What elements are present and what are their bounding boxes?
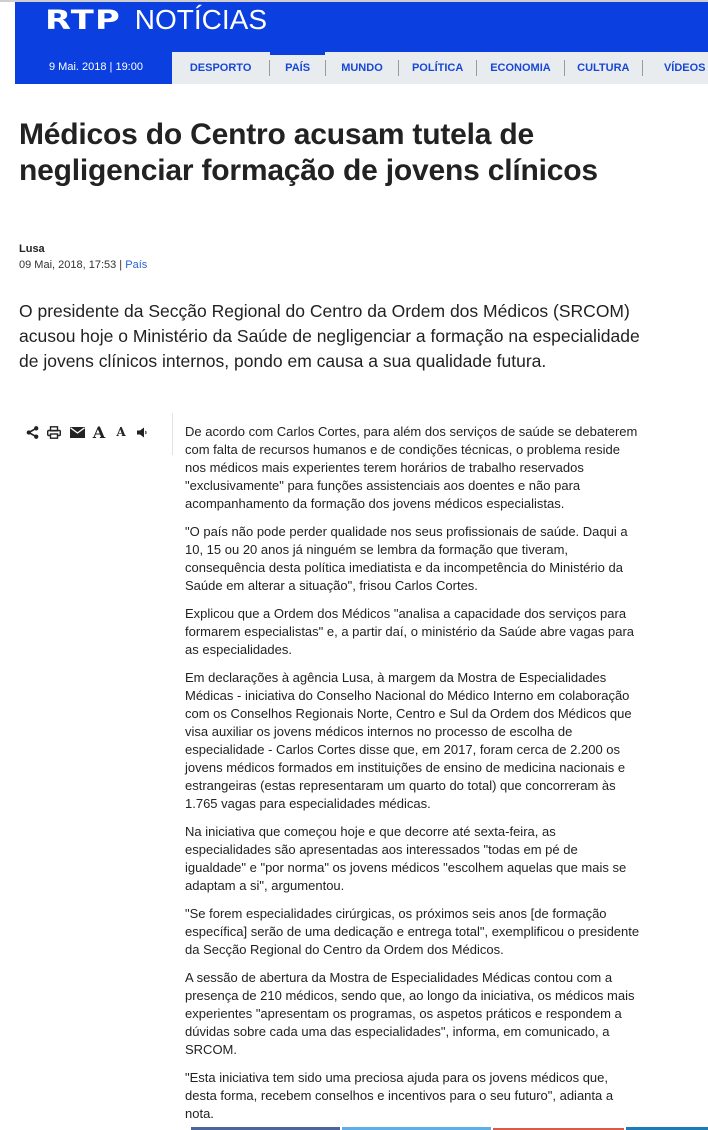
- nav-item-economia[interactable]: [477, 52, 563, 84]
- header-date: 9 Mai. 2018 | 19:00: [49, 61, 143, 73]
- article-tools: [22, 423, 152, 441]
- article-paragraph: De acordo com Carlos Cortes, para além dos serviços de saúde se debaterem com falta de recursos humanos e de condições técnicas, o problema reside nos médicos mais experientes terem horários de trabalho reservados "exclusivamente" para funções assistenciais aos doentes e não para acompanhamento da formação dos jovens médicos especialistas.: [185, 424, 638, 511]
- article-author: Lusa: [19, 243, 45, 255]
- article-paragraph: "O país não pode perder qualidade nos seus profissionais de saúde. Daqui a 10, 15 ou 20 anos já ninguém se lembra da formação que tiveram, consequência desta política imediatista e da incompetência do Ministério da Saúde em alterar a situação", frisou Carlos Cortes.: [185, 524, 628, 593]
- nav-label: MUNDO: [341, 62, 383, 74]
- article-paragraph: Explicou que a Ordem dos Médicos "analisa a capacidade dos serviços para formarem especialistas" e, a partir daí, o ministério da Saúde abre vagas para as especialidades.: [185, 606, 635, 657]
- nav-label: PAÍS: [285, 62, 311, 74]
- print-icon[interactable]: [42, 423, 66, 441]
- article-lead: O presidente da Secção Regional do Centro da Ordem dos Médicos (SRCOM) acusou hoje o Ministério da Saúde de negligenciar a formação na especialidade de jovens clínicos internos, pondo em causa a sua qualidade futura.: [19, 301, 640, 371]
- nav-label: ECONOMIA: [490, 62, 551, 74]
- nav-label: POLÍTICA: [411, 62, 464, 74]
- audio-icon[interactable]: [132, 423, 152, 441]
- article-category-link[interactable]: País: [125, 259, 148, 271]
- dateline-separator: |: [116, 259, 126, 271]
- nav-label: CULTURA: [577, 62, 630, 74]
- article-paragraph: Na iniciativa que começou hoje e que decorre até sexta-feira, as especialidades são apresentadas aos interessados "todas em pé de igualdade" e "por norma" os jovens médicos "escolhem aquelas que mais se adaptam a si", argumentou.: [185, 824, 627, 893]
- nav-item-mundo[interactable]: [326, 52, 398, 84]
- site-logo[interactable]: [45, 4, 267, 40]
- nav-item-cultura[interactable]: [565, 52, 642, 84]
- article-datetime: 09 Mai, 2018, 17:53: [19, 259, 117, 271]
- article-paragraph: "Esta iniciativa tem sido uma preciosa ajuda para os jovens médicos que, desta forma, recebem conselhos e incentivos para o seu futuro", adianta a nota.: [185, 1070, 614, 1121]
- nav-item-desporto[interactable]: [172, 52, 269, 84]
- tools-divider: [172, 413, 173, 455]
- nav-label: DESPORTO: [189, 62, 252, 74]
- article-paragraph: Em declarações à agência Lusa, à margem da Mostra de Especialidades Médicas - iniciativa do Conselho Nacional do Médico Interno em colaboração com os Conselhos Regionais Norte, Centro e Sul da Ordem dos Médicos que visa auxiliar os jovens médicos internos no processo de escolha de especialidade - Carlos Cortes disse que, em 2017, foram cerca de 2.200 os jovens médicos formados em instituições de ensino de medicina nacionais e estrangeiras (estas representaram um quarto do total) que concorreram às 1.765 vagas para especialidades médicas.: [185, 670, 632, 811]
- nav-item-politica[interactable]: [399, 52, 476, 84]
- font-increase-icon[interactable]: A: [92, 422, 106, 442]
- site-header: [15, 2, 708, 84]
- nav-label: VÍDEOS: [663, 62, 706, 74]
- article-body: [185, 423, 640, 1130]
- font-decrease-icon[interactable]: A: [116, 425, 126, 439]
- email-icon[interactable]: [66, 423, 88, 441]
- article-paragraph: A sessão de abertura da Mostra de Especialidades Médicas contou com a presença de 210 médicos, sendo que, ao longo da iniciativa, os médicos mais experientes "apresentam os programas, os aspetos práticos e respondem a dúvidas sobre cada uma das especialidades", informa, em comunicado, a SRCOM.: [185, 970, 635, 1057]
- nav-item-videos[interactable]: [643, 52, 708, 84]
- main-nav: [172, 52, 708, 84]
- article-dateline: [19, 259, 147, 271]
- share-icon[interactable]: [22, 423, 42, 441]
- article-paragraph: "Se forem especialidades cirúrgicas, os próximos seis anos [de formação específica] serão de uma dedicação e entrega total", exemplificou o presidente da Secção Regional do Centro da Ordem dos Médicos.: [185, 906, 640, 957]
- nav-item-pais[interactable]: [270, 52, 325, 84]
- logo-rtp: RTP: [45, 5, 121, 36]
- logo-section: NOTÍCIAS: [134, 4, 268, 35]
- article-title: Médicos do Centro acusam tutela de negligenciar formação de jovens clínicos: [19, 118, 598, 187]
